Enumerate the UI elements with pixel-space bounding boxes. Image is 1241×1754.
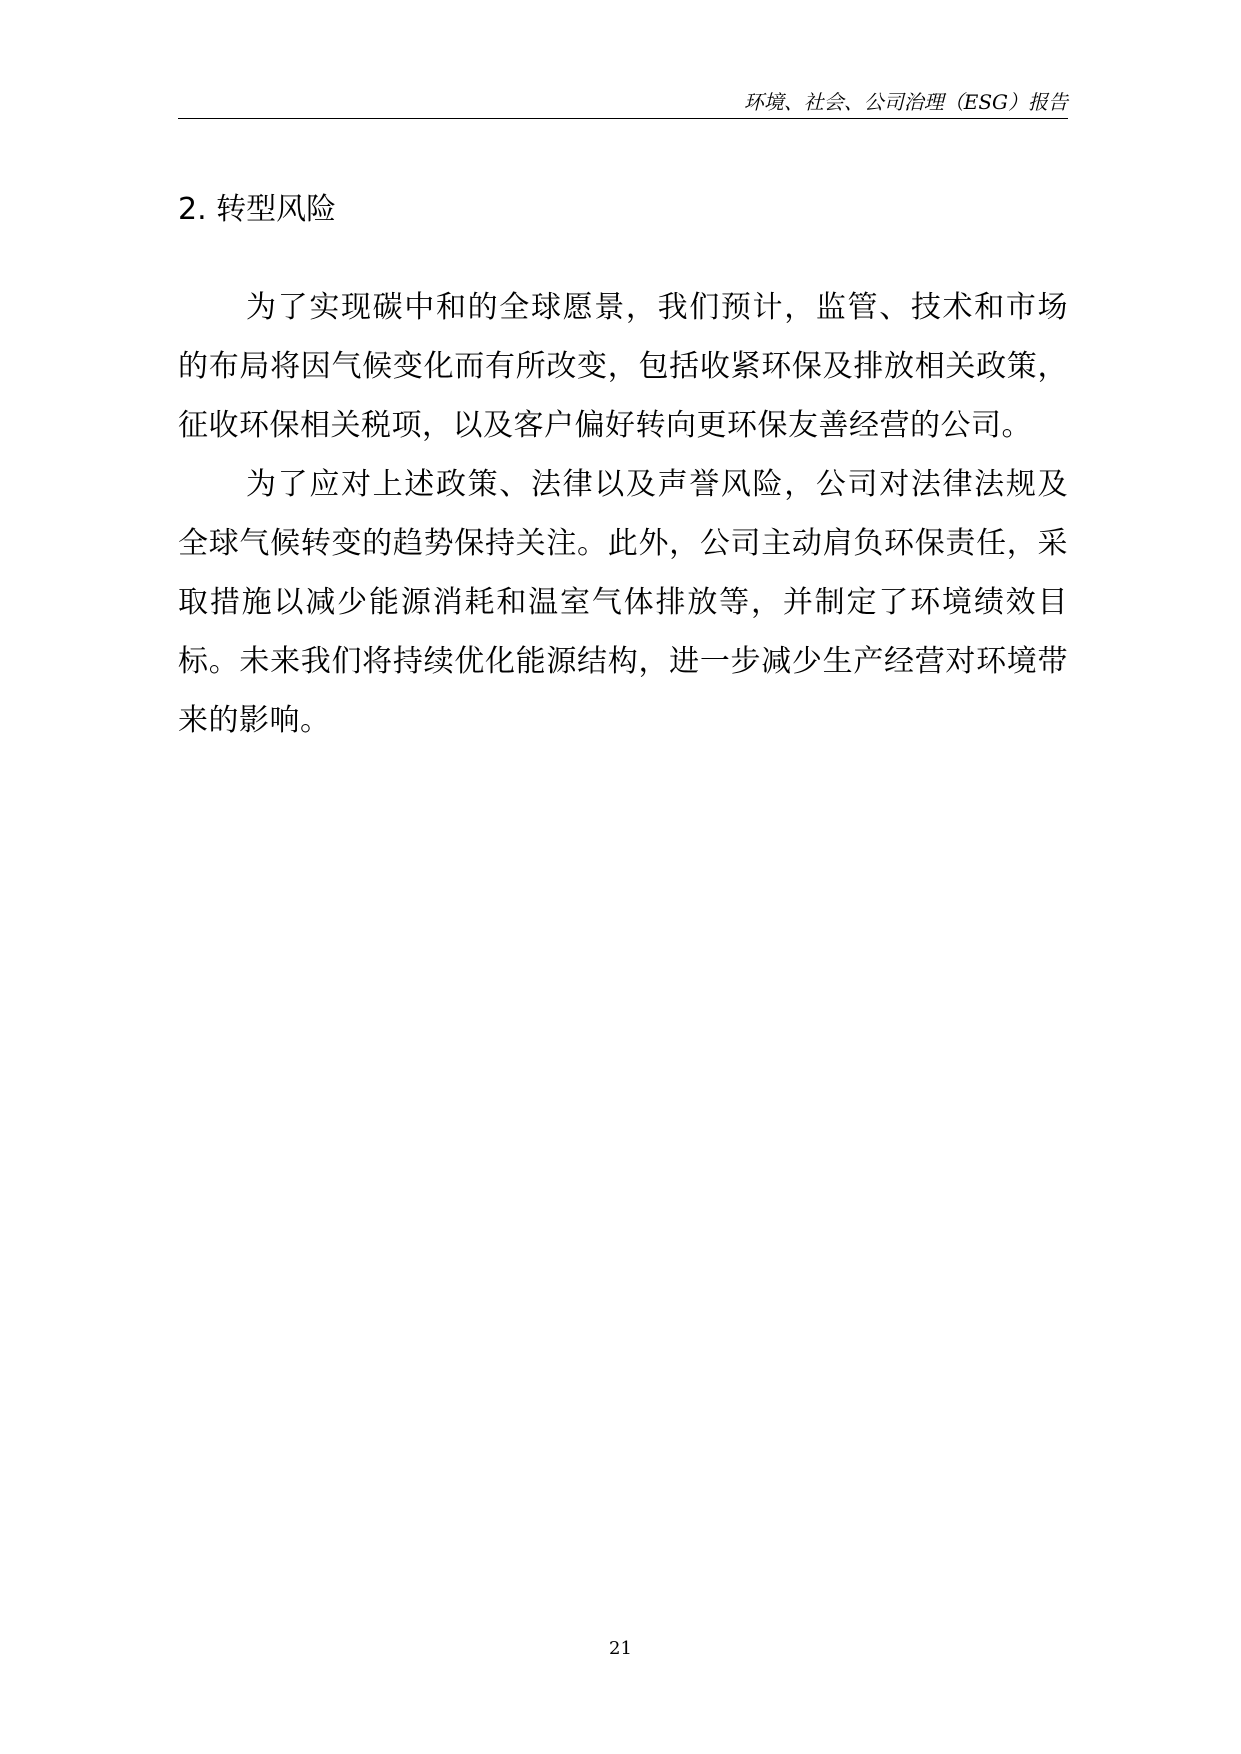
paragraph: 为了实现碳中和的全球愿景，我们预计，监管、技术和市场的布局将因气候变化而有所改变，包括收紧环保及排放相关政策，征收环保相关税项，以及客户偏好转向更环保友善经营的公司。	[178, 290, 1068, 443]
header-title: 环境、社会、公司治理（ESG）报告	[743, 90, 1068, 114]
section-title: 2. 转型风险	[178, 192, 337, 227]
body-text	[178, 278, 1068, 750]
paragraph: 为了应对上述政策、法律以及声誉风险，公司对法律法规及全球气候转变的趋势保持关注。此外，公司主动肩负环保责任，采取措施以减少能源消耗和温室气体排放等，并制定了环境绩效目标。未来我们将持续优化能源结构，进一步减少生产经营对环境带来的影响。	[178, 467, 1068, 738]
page-header	[178, 86, 1068, 119]
page-number: 21	[609, 1638, 632, 1659]
